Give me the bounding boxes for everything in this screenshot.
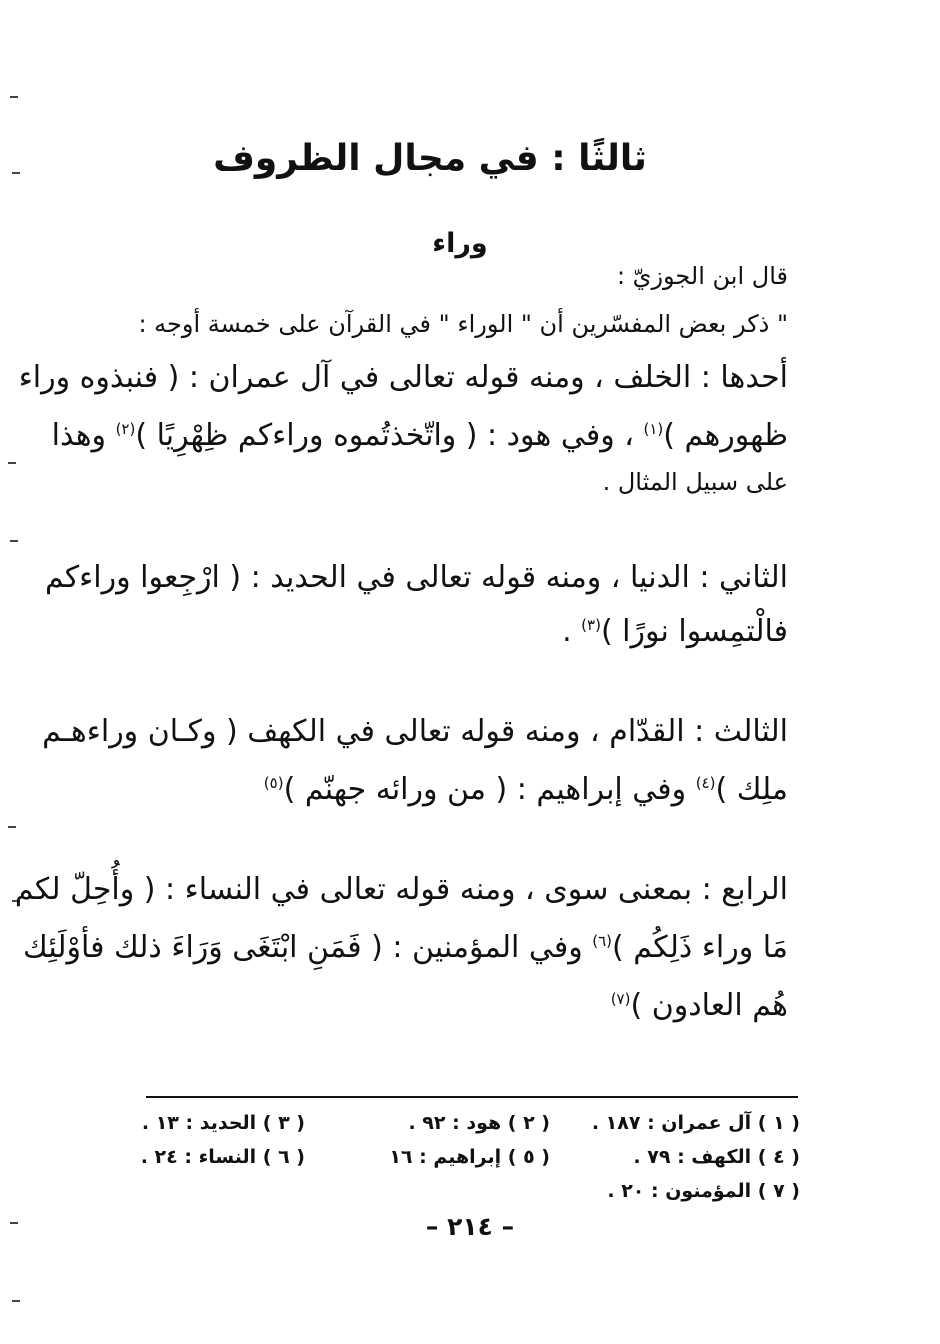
chapter-heading: ثالثًا : في مجال الظروف [213,138,647,179]
footnote-1: ( ١ ) آل عمران : ١٨٧ . [591,1112,800,1134]
second-line-2-part-a: فالْتمِسوا نورًا ) [600,614,788,649]
footnote-7: ( ٧ ) المؤمنون : ٢٠ . [607,1180,800,1202]
footnote-ref-6: (٦) [592,932,613,950]
scan-mark [10,96,18,98]
second-line-2 [128,614,788,649]
first-line-2-part-c: وهذا [51,418,107,453]
fourth-line-2-part-a: مَا وراء ذَلِكُم ) [612,930,788,965]
footnote-4: ( ٤ ) الكهف : ٧٩ . [633,1146,800,1168]
section-heading: وراء [432,228,488,259]
scan-mark [8,826,16,828]
first-line-3: على سبيل المثال . [602,468,788,496]
footnote-row [140,1146,800,1174]
fourth-line-2 [23,930,788,965]
scan-mark [8,462,16,464]
scan-mark [12,172,20,174]
footnote-row [140,1180,800,1208]
footnote-ref-5: (٥) [263,774,284,792]
fourth-line-2-part-b: وفي المؤمنين : ( فَمَنِ ابْتَغَى وَرَاءَ ذلك فأوْلَئِك [23,930,583,965]
intro-author: قال ابن الجوزيّ : [616,262,788,290]
second-line-1: الثاني : الدنيا ، ومنه قوله تعالى في الحديد : ( ارْجِعوا وراءكم [44,560,788,595]
third-line-1: الثالث : القدّام ، ومنه قوله تعالى في الكهف ( وكـان وراءهـم [42,714,788,749]
footnote-3: ( ٣ ) الحديد : ١٣ . [141,1112,305,1134]
footnote-divider [146,1096,798,1098]
footnote-row [140,1112,800,1140]
scan-mark [10,540,18,542]
first-line-1: أحدها : الخلف ، ومنه قوله تعالى في آل عمران : ( فنبذوه وراء [18,360,788,395]
page-number: – ٢١٤ – [425,1212,515,1241]
footnote-ref-7: (٧) [610,990,631,1008]
fourth-line-3-part-a: هُم العادون ) [630,988,788,1023]
footnote-6: ( ٦ ) النساء : ٢٤ . [140,1146,305,1168]
first-line-2 [51,418,788,453]
footnote-ref-4: (٤) [695,774,716,792]
footnote-ref-1: (١) [643,420,664,438]
third-line-2 [128,772,788,807]
footnote-ref-2: (٢) [115,420,136,438]
scan-mark [12,1300,20,1302]
footnote-2: ( ٢ ) هود : ٩٢ . [408,1112,550,1134]
third-line-2-part-b: وفي إبراهيم : ( من ورائه جهنّم ) [283,772,687,807]
first-line-2-part-a: ظهورهم ) [663,418,788,453]
second-line-2-part-b: . [562,614,572,649]
footnote-5: ( ٥ ) إبراهيم : ١٦ [389,1146,550,1168]
footnote-ref-3: (٣) [581,616,601,634]
fourth-line-3 [128,988,788,1023]
fourth-line-1: الرابع : بمعنى سوى ، ومنه قوله تعالى في النساء : ( وأُحِلّ لكم [14,872,788,907]
first-line-2-part-b: ، وفي هود : ( واتّخذتُموه وراءكم ظِهْرِيًا ) [135,418,634,453]
scan-mark [10,1222,18,1224]
intro-quote: " ذكر بعض المفسّرين أن " الوراء " في القرآن على خمسة أوجه : [138,310,788,338]
third-line-2-part-a: ملِك ) [715,772,788,807]
